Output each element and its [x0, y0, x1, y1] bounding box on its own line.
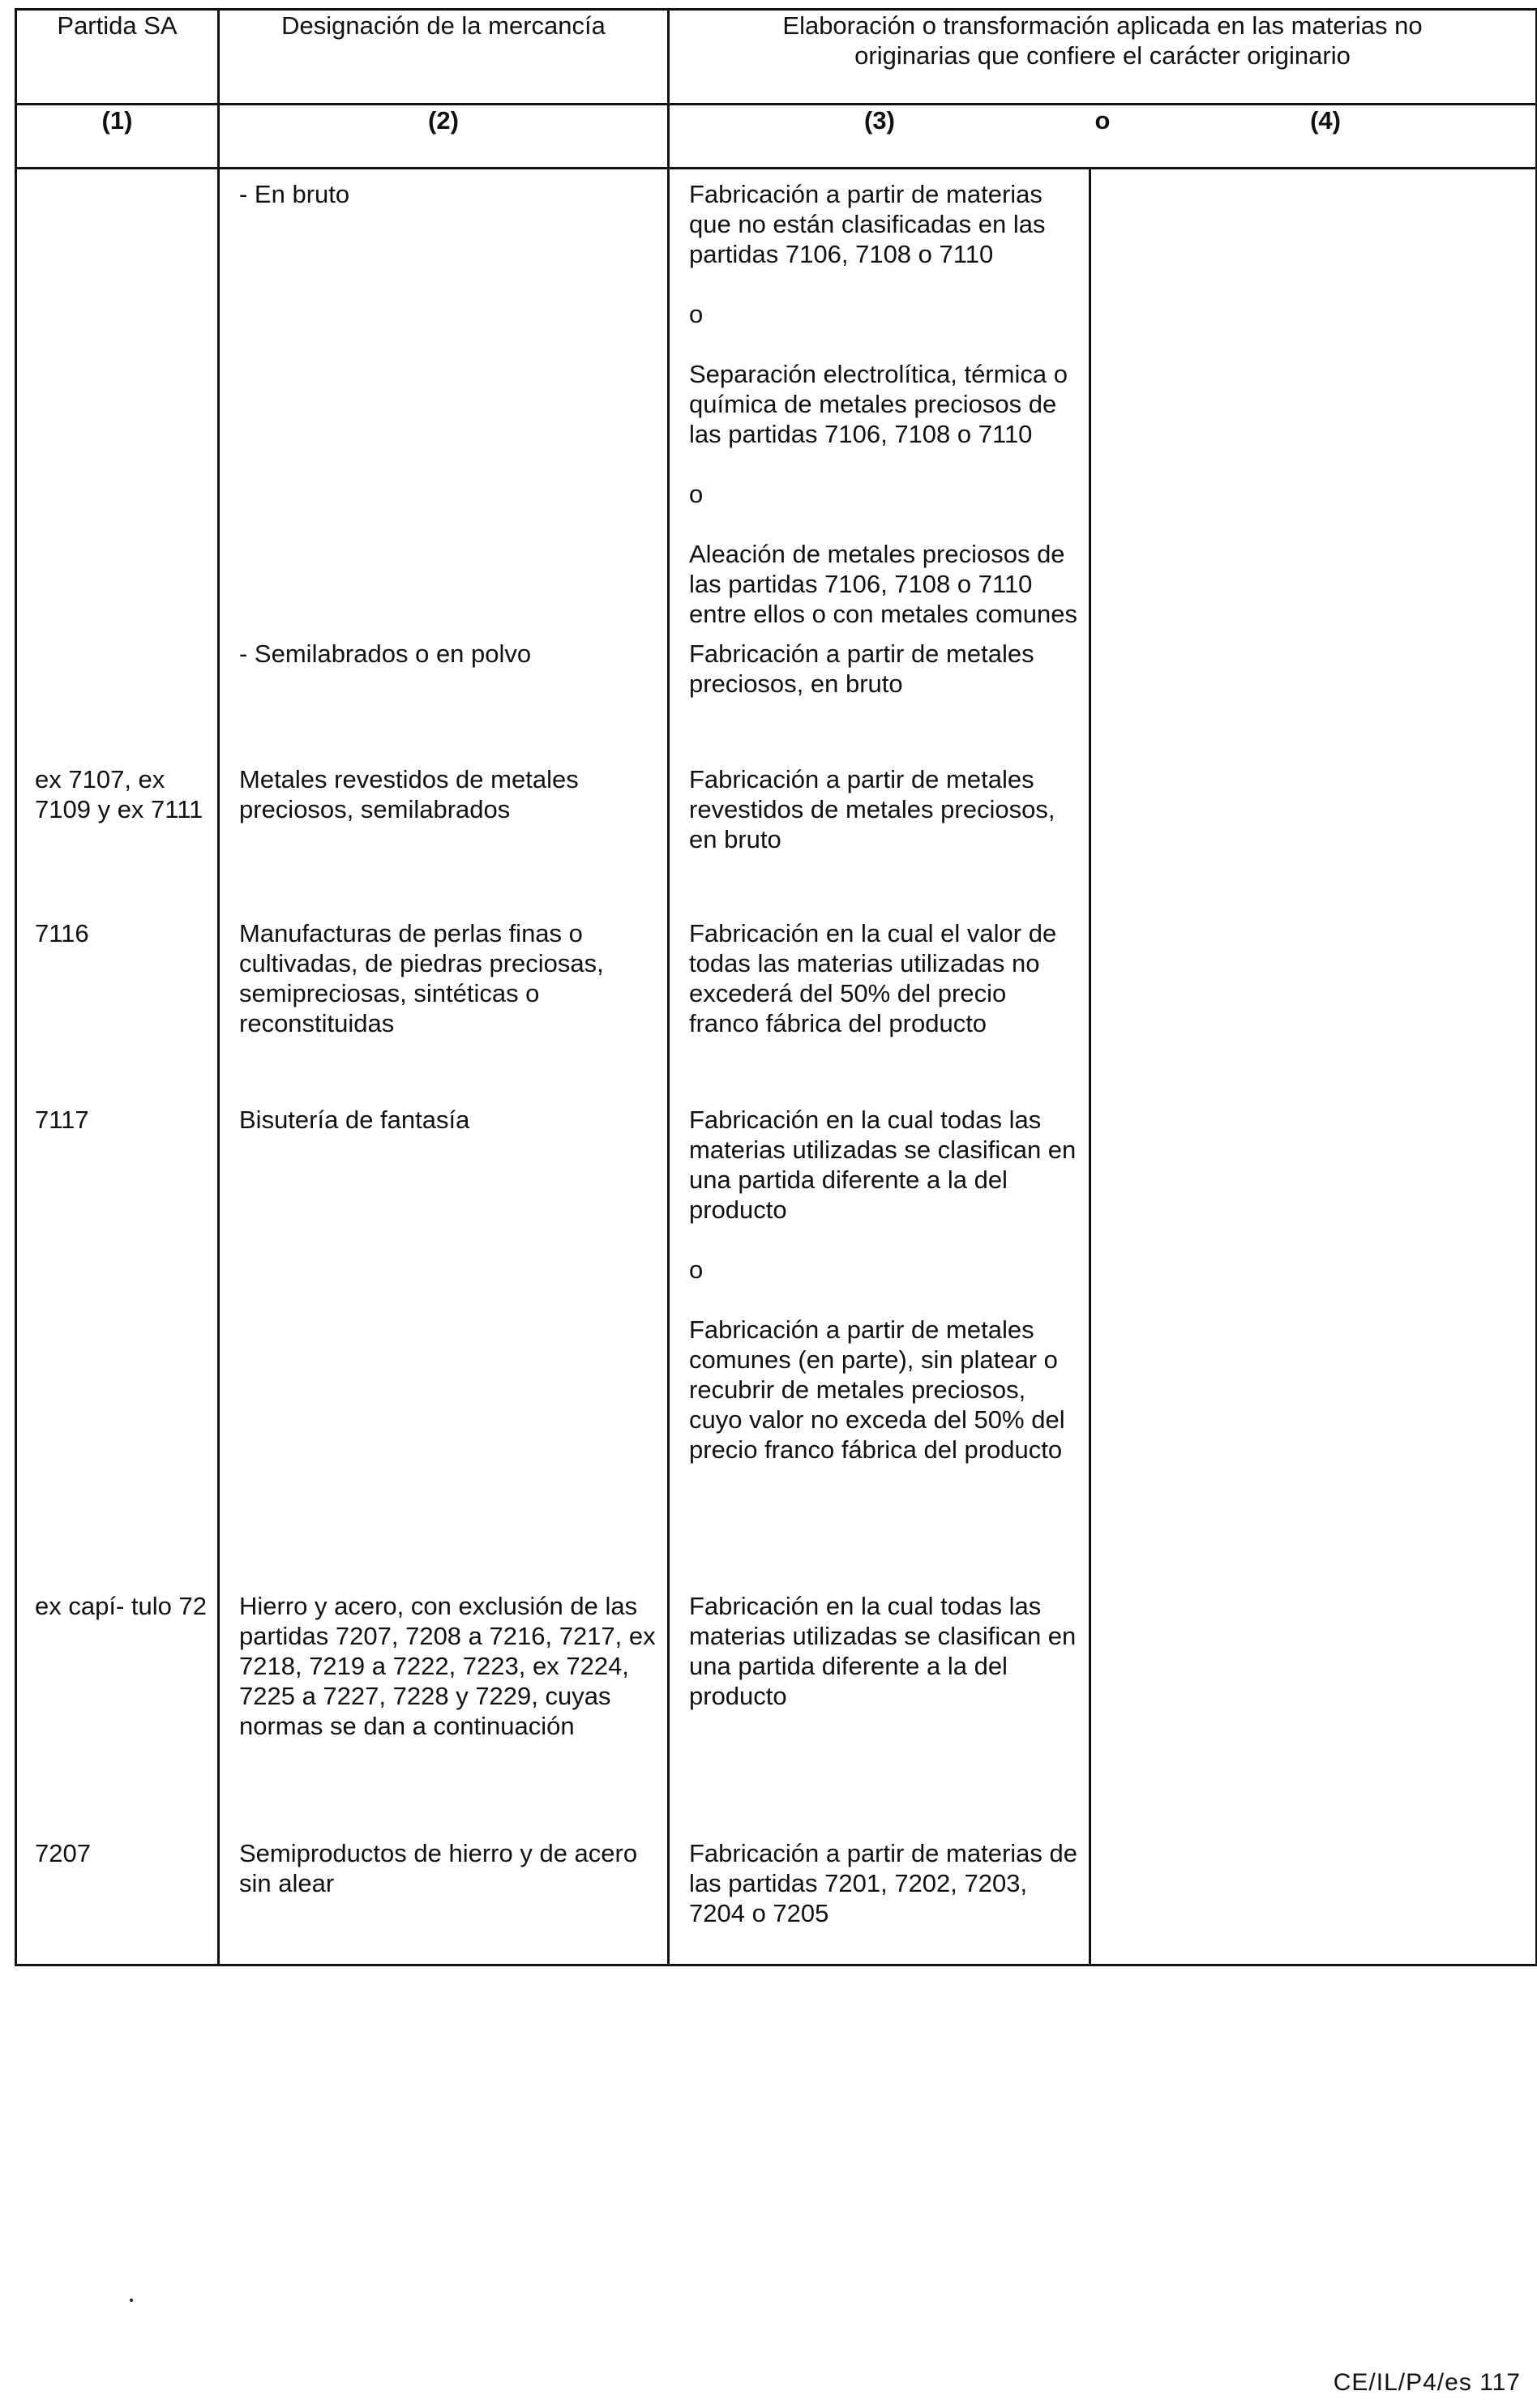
scan-speck [130, 2299, 133, 2302]
or-separator: o [689, 300, 704, 328]
cell-elaboracion: Fabricación a partir de metales preciosos, en bruto [669, 629, 1090, 755]
table-row [16, 909, 1537, 1095]
cell-col4 [1090, 629, 1537, 755]
column-number-row [16, 105, 1537, 169]
header-elaboracion-line1: Elaboración o transformación aplicada en las materias no [782, 11, 1423, 40]
header-col-designacion: Designación de la mercancía [219, 10, 669, 105]
col-number-34 [669, 105, 1537, 169]
header-col-elaboracion [669, 10, 1537, 105]
cell-designacion: Metales revestidos de metales preciosos, semilabrados [219, 755, 669, 909]
cell-designacion: - En bruto [219, 169, 669, 630]
cell-col4 [1090, 909, 1537, 1095]
col-number-1: (1) [16, 105, 219, 169]
cell-col4 [1090, 169, 1537, 630]
cell-col4 [1090, 1095, 1537, 1581]
elaboracion-option: Fabricación en la cual todas las materias utilizadas se clasifican en una partida diferente a la del producto [689, 1106, 1077, 1224]
col-number-or: o [1094, 106, 1111, 135]
page-reference: CE/IL/P4/es 117 [1333, 2369, 1521, 2396]
rules-of-origin-table [15, 8, 1537, 1966]
cell-partida: ex capí- tulo 72 [16, 1581, 219, 1828]
cell-designacion: Semiproductos de hierro y de acero sin alear [219, 1828, 669, 1965]
table-row [16, 169, 1537, 630]
cell-elaboracion [669, 1095, 1090, 1581]
cell-col4 [1090, 1581, 1537, 1828]
cell-designacion: - Semilabrados o en polvo [219, 629, 669, 755]
cell-partida: ex 7107, ex 7109 y ex 7111 [16, 755, 219, 909]
cell-partida [16, 169, 219, 630]
or-separator: o [689, 480, 704, 508]
cell-partida: 7207 [16, 1828, 219, 1965]
header-row [16, 10, 1537, 105]
cell-designacion: Hierro y acero, con exclusión de las partidas 7207, 7208 a 7216, 7217, ex 7218, 7219 a 7222, 7223, ex 7224, 7225 a 7227, 7228 y 7229, cuyas normas se dan a continuación [219, 1581, 669, 1828]
elaboracion-option: Fabricación a partir de materias que no están clasificadas en las partidas 7106, 7108 o 7110 [689, 180, 1046, 268]
cell-elaboracion: Fabricación a partir de metales revestidos de metales preciosos, en bruto [669, 755, 1090, 909]
elaboracion-option: Separación electrolítica, térmica o química de metales preciosos de las partidas 7106, 7108 o 7110 [689, 360, 1068, 448]
elaboracion-option: Aleación de metales preciosos de las partidas 7106, 7108 o 7110 entre ellos o con metales comunes [689, 540, 1078, 628]
table-row [16, 1828, 1537, 1965]
cell-col4 [1090, 1828, 1537, 1965]
header-elaboracion-line2: originarias que confiere el carácter originario [854, 41, 1351, 70]
elaboracion-option: Fabricación a partir de metales comunes (en parte), sin platear o recubrir de metales preciosos, cuyo valor no exceda del 50% del precio franco fábrica del producto [689, 1315, 1065, 1464]
table-row [16, 1095, 1537, 1581]
table-row [16, 755, 1537, 909]
or-separator: o [689, 1255, 704, 1284]
col-number-3: (3) [864, 106, 895, 135]
cell-designacion: Bisutería de fantasía [219, 1095, 669, 1581]
cell-partida [16, 629, 219, 755]
table-row [16, 629, 1537, 755]
header-col-partida: Partida SA [16, 10, 219, 105]
col-number-4: (4) [1310, 106, 1341, 135]
col-number-2: (2) [219, 105, 669, 169]
cell-col4 [1090, 755, 1537, 909]
cell-designacion: Manufacturas de perlas finas o cultivadas, de piedras preciosas, semipreciosas, sintéticas o reconstituidas [219, 909, 669, 1095]
table-row [16, 1581, 1537, 1828]
cell-elaboracion: Fabricación en la cual todas las materias utilizadas se clasifican en una partida diferente a la del producto [669, 1581, 1090, 1828]
cell-partida: 7117 [16, 1095, 219, 1581]
cell-elaboracion [669, 169, 1090, 630]
cell-elaboracion: Fabricación en la cual el valor de todas las materias utilizadas no excederá del 50% del precio franco fábrica del producto [669, 909, 1090, 1095]
cell-elaboracion: Fabricación a partir de materias de las partidas 7201, 7202, 7203, 7204 o 7205 [669, 1828, 1090, 1965]
cell-partida: 7116 [16, 909, 219, 1095]
